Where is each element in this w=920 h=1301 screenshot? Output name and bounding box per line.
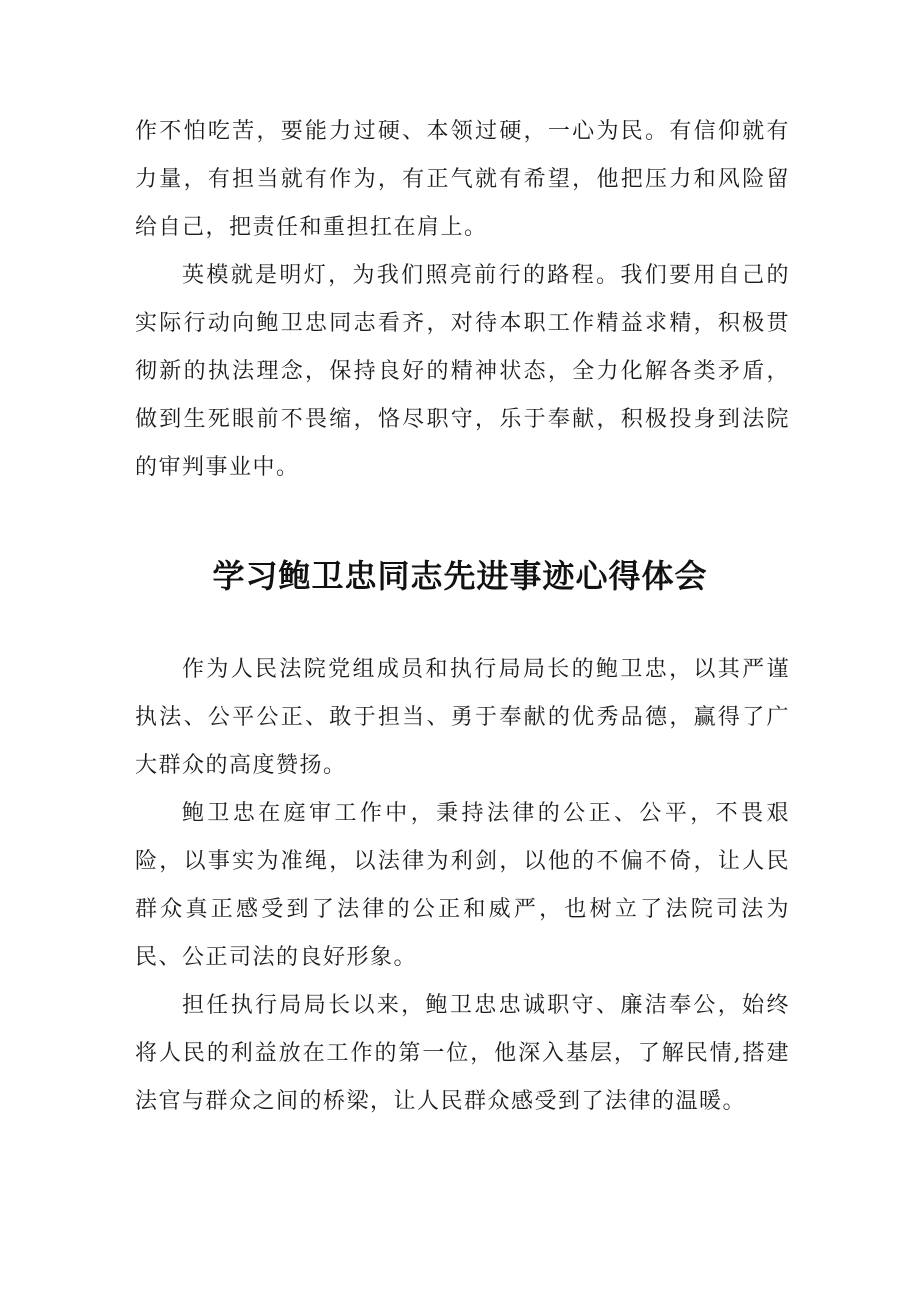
paragraph-intro: 作为人民法院党组成员和执行局局长的鲍卫忠，以其严谨执法、公平公正、敢于担当、勇于奉献的优秀品德，赢得了广大群众的高度赞扬。 [135,657,790,778]
article-title: 学习鲍卫忠同志先进事迹心得体会 [212,557,708,595]
paragraph-role-model: 英模就是明灯，为我们照亮前行的路程。我们要用自己的实际行动向鲍卫忠同志看齐，对待本职工作精益求精，积极贯彻新的执法理念，保持良好的精神状态，全力化解各类矛盾，做到生死眼前不畏缩，恪尽职守，乐于奉献，积极投身到法院的审判事业中。 [135,263,790,480]
paragraph-execution-bureau: 担任执行局局长以来，鲍卫忠忠诚职守、廉洁奉公，始终将人民的利益放在工作的第一位，他深入基层，了解民情,搭建法官与群众之间的桥梁，让人民群众感受到了法律的温暖。 [135,993,790,1114]
section-continued-text [135,108,790,492]
article-body [135,646,790,1126]
paragraph-trial-work: 鲍卫忠在庭审工作中，秉持法律的公正、公平，不畏艰险，以事实为准绳，以法律为利剑，以他的不偏不倚，让人民群众真正感受到了法律的公正和威严，也树立了法院司法为民、公正司法的良好形象。 [135,801,790,970]
paragraph-continued: 作不怕吃苦，要能力过硬、本领过硬，一心为民。有信仰就有力量，有担当就有作为，有正气就有希望，他把压力和风险留给自己，把责任和重担扛在肩上。 [135,119,790,240]
